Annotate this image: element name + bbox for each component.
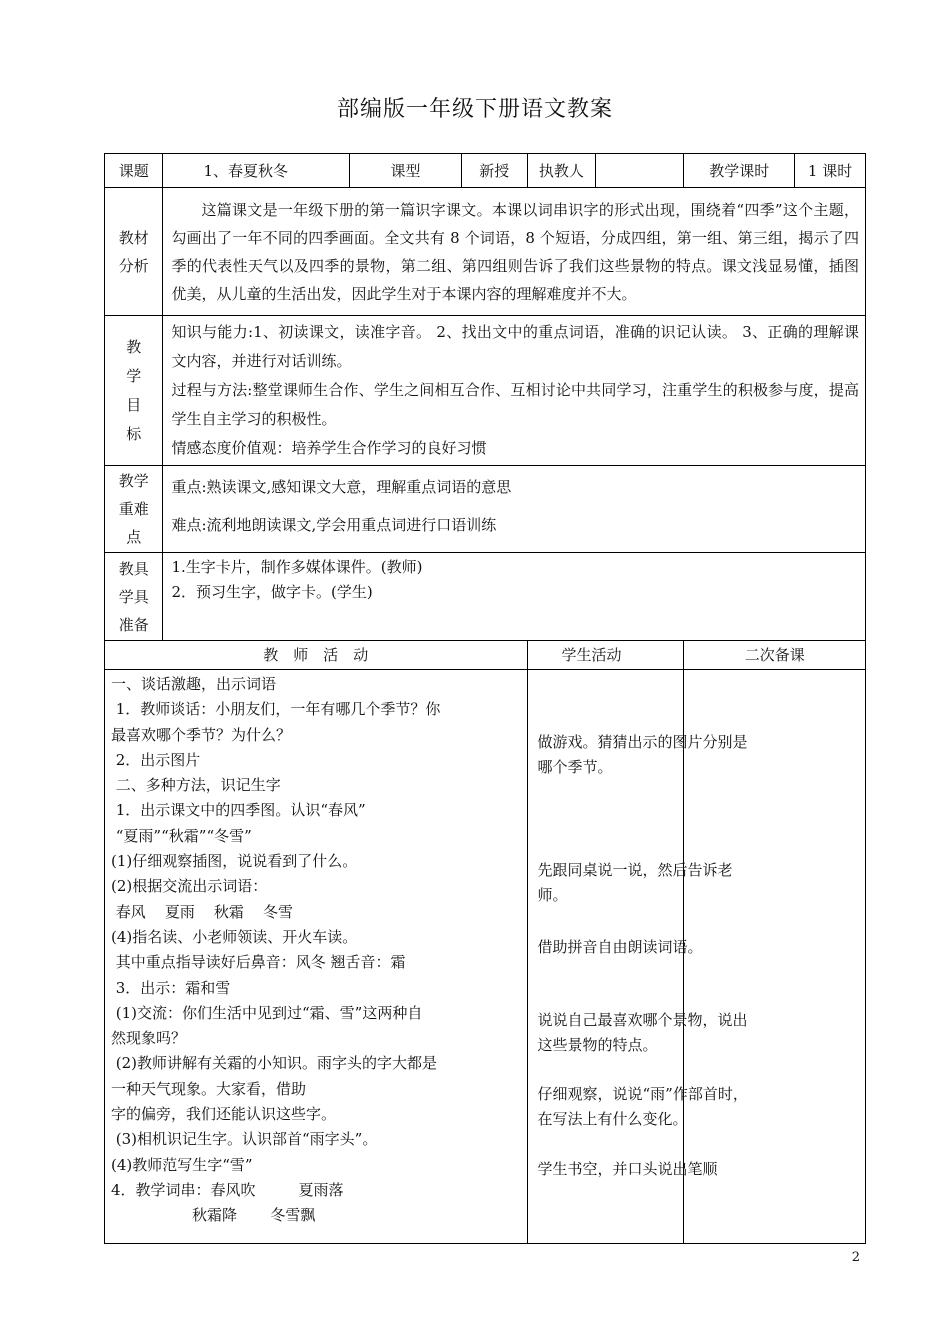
teacher-line: 秋霜降 冬雪飘 <box>111 1206 316 1225</box>
teacher-line: 4．教学词串：春风吹 夏雨落 <box>111 1180 344 1199</box>
student-note: 先跟同桌说一说，然后告诉老师。 <box>537 861 733 904</box>
activity-row <box>105 670 866 1244</box>
materials-student: 2．预习生字，做字卡。(学生) <box>171 583 373 601</box>
header-row <box>105 154 866 188</box>
teacher-activity-cell <box>105 670 528 1244</box>
student-activity-header: 学生活动 <box>527 641 684 670</box>
hours-value: 1 课时 <box>795 154 866 188</box>
type-value: 新授 <box>461 154 527 188</box>
teacher-value <box>596 154 684 188</box>
student-note: 学生书空，并口头说出笔顺 <box>537 1160 718 1178</box>
teacher-line: (3)相机识记生字。认识部首“雨字头”。 <box>111 1130 378 1149</box>
teacher-line: 最喜欢哪个季节？为什么？ <box>111 725 292 744</box>
key-point: 重点:熟读课文,感知课文大意，理解重点词语的意思 <box>171 478 512 496</box>
teacher-line: (2)根据交流出示词语： <box>111 877 268 896</box>
goals-cell <box>163 316 866 466</box>
goals-label: 教 学 目 标 <box>105 316 163 466</box>
teacher-line: (1)仔细观察插图，说说看到了什么。 <box>111 852 358 871</box>
student-note: 做游戏。猜猜出示的图片分别是哪个季节。 <box>537 733 748 776</box>
key-points-label: 教学 重难 点 <box>105 466 163 553</box>
teacher-line: 二、多种方法，识记生字 <box>111 776 281 795</box>
topic-label: 课题 <box>105 154 163 188</box>
difficult-point: 难点:流利地朗读课文,学会用重点词进行口语训练 <box>171 516 497 534</box>
analysis-cell <box>163 188 866 316</box>
teacher-line: (4)教师范写生字“雪” <box>111 1155 253 1174</box>
second-prep-header: 二次备课 <box>684 641 866 670</box>
student-note: 仔细观察，说说“雨”作部首时，在写法上有什么变化。 <box>537 1085 748 1128</box>
teacher-line: (2)教师讲解有关霜的小知识。雨字头的字大都是 <box>111 1054 438 1073</box>
student-activity-cell <box>527 670 748 1244</box>
teacher-line: 字的偏旁，我们还能认识这些字。 <box>111 1105 337 1124</box>
teacher-line: 1．出示课文中的四季图。认识“春风” <box>111 801 366 820</box>
lesson-plan-table <box>104 153 866 1244</box>
analysis-label: 教材 分析 <box>105 188 163 316</box>
page-number: 2 <box>851 1250 860 1265</box>
activity-header-row <box>105 641 866 670</box>
teacher-line: 春风 夏雨 秋霜 冬雪 <box>111 902 293 921</box>
key-points-cell <box>163 466 866 553</box>
analysis-text: 这篇课文是一年级下册的第一篇识字课文。本课以词串识字的形式出现，围绕着“四季”这个主题，勾画出了一年不同的四季画面。全文共有 8 个词语，8 个短语，分成四组，第一组、第三组，揭示了四季的代表性天气以及四季的景物，第二组、第四组则告诉了我们这些景物的特点。课文浅显易懂，插图优美，从儿童的生活出发，因此学生对于本课内容的理解难度并不大。 <box>171 200 859 303</box>
type-label: 课型 <box>350 154 462 188</box>
goal-attitude: 情感态度价值观：培养学生合作学习的良好习惯 <box>171 439 487 457</box>
teacher-line: (4)指名读、小老师领读、开火车读。 <box>111 927 358 946</box>
student-note: 借助拼音自由朗读词语。 <box>537 938 703 956</box>
teacher-line: 一、谈话激趣，出示词语 <box>111 675 277 693</box>
teacher-line: 其中重点指导读好后鼻音：风冬 翘舌音：霜 <box>111 953 406 972</box>
topic-value: 1、春夏秋冬 <box>163 154 350 188</box>
materials-teacher: 1.生字卡片，制作多媒体课件。(教师) <box>171 558 423 576</box>
lesson-plan-sheet <box>104 153 866 1244</box>
teacher-line: 然现象吗？ <box>111 1029 187 1048</box>
student-note: 说说自己最喜欢哪个景物，说出这些景物的特点。 <box>537 1011 748 1054</box>
materials-cell <box>163 553 866 641</box>
page-title: 部编版一年级下册语文教案 <box>336 97 613 122</box>
teacher-line: 一种天气现象。大家看，借助 <box>111 1079 307 1098</box>
analysis-row <box>105 188 866 316</box>
goal-knowledge: 知识与能力:1、初读课文，读准字音。 2、找出文中的重点词语，准确的识记认读。 3、正确的理解课文内容，并进行对话训练。 <box>171 323 859 370</box>
teacher-line: 2．出示图片 <box>111 750 201 769</box>
teacher-line: (1)交流：你们生活中见到过“霜、雪”这两种自 <box>111 1003 423 1022</box>
teacher-activity-header: 教 师 活 动 <box>105 641 528 670</box>
goals-row <box>105 316 866 466</box>
hours-label: 教学课时 <box>684 154 795 188</box>
teacher-label: 执教人 <box>527 154 596 188</box>
teacher-line: 1．教师谈话：小朋友们，一年有哪几个季节？你 <box>111 700 441 719</box>
key-points-row <box>105 466 866 553</box>
materials-label: 教具 学具 准备 <box>105 553 163 641</box>
goal-process: 过程与方法:整堂课师生合作、学生之间相互合作、互相讨论中共同学习，注重学生的积极参与度，提高学生自主学习的积极性。 <box>171 381 859 428</box>
teacher-line: 3．出示：霜和雪 <box>111 978 231 997</box>
materials-row <box>105 553 866 641</box>
teacher-line: “夏雨”“秋霜”“冬雪” <box>111 826 252 845</box>
